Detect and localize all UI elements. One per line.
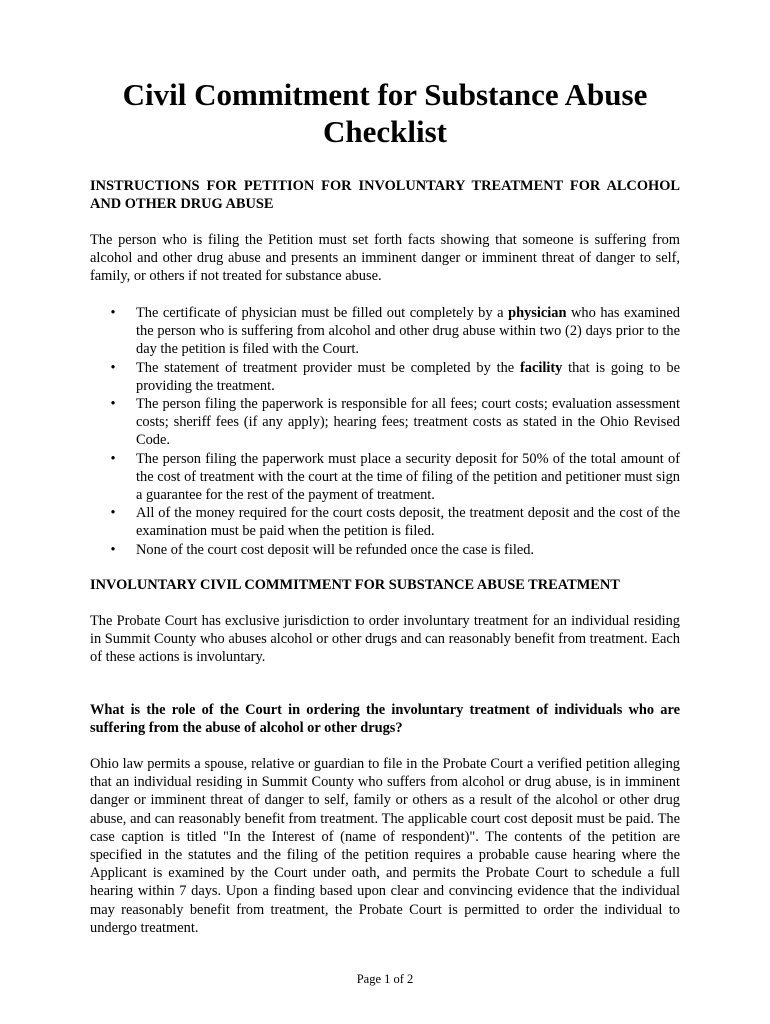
bullet-text: None of the court cost deposit will be refunded once the case is filed. bbox=[136, 541, 535, 558]
bullet-bold-text: physician bbox=[508, 305, 567, 321]
bullet-bold-text: facility bbox=[519, 359, 563, 376]
bullet-icon: • bbox=[110, 541, 116, 558]
bullet-item bbox=[108, 450, 680, 505]
title-line-1: Civil Commitment for Substance Abuse bbox=[122, 77, 648, 112]
bullet-item bbox=[108, 304, 680, 359]
bullet-text: who has examined the person who is suffering from alcohol and other drug abuse within two (2) days prior to the day the petition is filed with the Court. bbox=[136, 305, 680, 358]
bullet-item bbox=[108, 395, 680, 450]
bullet-text: The certificate of physician must be filled out completely by a bbox=[136, 305, 509, 321]
bullet-text: The statement of treatment provider must be completed by the bbox=[136, 359, 520, 376]
bullet-item bbox=[108, 359, 680, 395]
bullet-text: The person filing the paperwork is responsible for all fees; court costs; evaluation assessment costs; sheriff fees (if any apply); hearing fees; treatment costs as stated in the Ohio Revised Code. bbox=[136, 396, 680, 449]
bullet-item bbox=[108, 504, 680, 540]
bullet-text: All of the money required for the court costs deposit, the treatment deposit and the cost of the examination must be paid when the petition is filed. bbox=[136, 505, 680, 540]
bullet-text: that is going to be providing the treatment. bbox=[136, 359, 680, 394]
instructions-bullet-list bbox=[108, 304, 680, 559]
ohio-law-paragraph: Ohio law permits a spouse, relative or guardian to file in the Probate Court a verified petition alleging that an individual residing in Summit County who suffers from alcohol or drug abuse, is in imminent danger or imminent threat of danger to self, family or others as a result of the alcohol or other drug abuse, and can reasonably benefit from treatment. The applicable court cost deposit must be paid. The case caption is titled "In the Interest of (name of respondent)". The contents of the petition are specified in the statutes and the filing of the petition requires a probable cause hearing where the Applicant is examined by the Court under oath, and permits the Probate Court to schedule a full hearing within 7 days. Upon a finding based upon clear and convincing evidence that the individual may reasonably benefit from treatment, the Probate Court is permitted to order the individual to undergo treatment. bbox=[90, 756, 680, 936]
involuntary-commitment-heading: INVOLUNTARY CIVIL COMMITMENT FOR SUBSTANCE ABUSE TREATMENT bbox=[90, 577, 620, 593]
page-number: Page 1 of 2 bbox=[356, 972, 414, 986]
bullet-item bbox=[108, 541, 680, 559]
bullet-icon: • bbox=[110, 396, 116, 413]
bullet-text: The person filing the paperwork must place a security deposit for 50% of the total amount of the cost of treatment with the court at the time of filing of the petition and petitioner must sign a guarantee for the rest of the payment of treatment. bbox=[136, 450, 680, 504]
court-role-heading: What is the role of the Court in ordering the involuntary treatment of individuals who are suffering from the abuse of alcohol or other drugs? bbox=[90, 702, 680, 737]
probate-jurisdiction-paragraph: The Probate Court has exclusive jurisdiction to order involuntary treatment for an individual residing in Summit County who abuses alcohol or other drugs and can reasonably benefit from treatment. Each of these actions is involuntary. bbox=[90, 613, 680, 666]
title-line-2: Checklist bbox=[323, 114, 447, 149]
bullet-icon: • bbox=[110, 305, 116, 321]
instructions-intro-paragraph: The person who is filing the Petition must set forth facts showing that someone is suffering from alcohol and other drug abuse and presents an imminent danger or imminent threat of danger to self, family, or others if not treated for substance abuse. bbox=[90, 232, 680, 285]
page-title bbox=[90, 76, 680, 150]
bullet-icon: • bbox=[110, 450, 116, 467]
bullet-icon: • bbox=[110, 359, 116, 376]
bullet-icon: • bbox=[110, 505, 116, 522]
instructions-heading: INSTRUCTIONS FOR PETITION FOR INVOLUNTARY TREATMENT FOR ALCOHOL AND OTHER DRUG ABUSE bbox=[90, 178, 680, 213]
